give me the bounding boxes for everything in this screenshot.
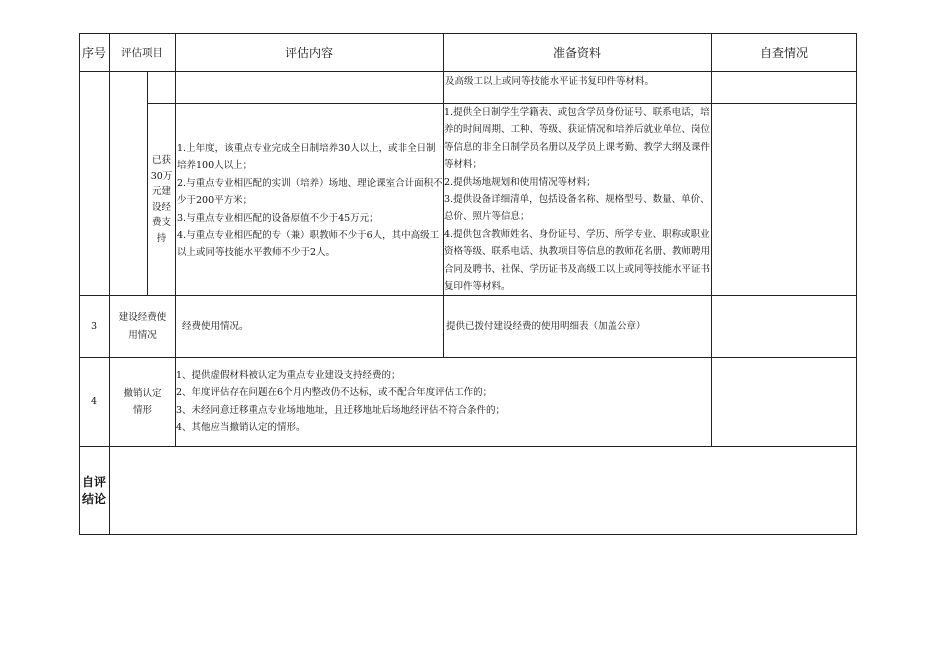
header-content: 评估内容 (284, 45, 333, 60)
funded-materials-item: 1.提供全日制学生学籍表、或包含学员身份证号、联系电话，培养的时间周期、工种、等级、获证情况和培养后就业单位、岗位等信息的非全日制学员名册以及学员上课考勤、教学大纲及课件等材料； (444, 107, 711, 171)
header-seq: 序号 (81, 45, 106, 60)
table-border-right (856, 33, 857, 535)
sub-item-funded-label: 已获30万元建设经费支持 (150, 155, 173, 244)
funded-content-item: 1.上年度，该重点专业完成全日制培养30人以上，或非全日制培养100人以上； (177, 143, 436, 172)
row3-materials: 提供已拨付建设经费的使用明细表（加盖公章） (446, 320, 646, 332)
continued-materials: 及高级工以上或同等技能水平证书复印件等材料。 (445, 76, 655, 87)
row3-seq: 3 (90, 320, 98, 332)
funded-content-item: 2.与重点专业相匹配的实训（培养）场地、理论课室合计面积不少于200平方米； (177, 177, 443, 207)
header-item: 评估项目 (121, 46, 163, 59)
row3-content: 经费使用情况。 (182, 320, 249, 332)
funded-materials-item: 4.提供包含教师姓名、身份证号、学历、所学专业、职称或职业资格等级、联系电话、执教项目等信息的教师花名册、教师聘用合同及聘书、社保、学历证书及高级工以上或同等技能水平证书复印件等材料。 (444, 228, 711, 293)
conclusion-label: 自评结论 (81, 474, 106, 506)
col-divider (711, 33, 712, 447)
header-materials: 准备资料 (552, 45, 601, 60)
row4-content-item: 1、提供虚假材料被认定为重点专业建设支持经费的； (176, 370, 401, 381)
conclusion-input[interactable] (110, 447, 856, 534)
sub-item-funded (148, 104, 175, 295)
header-divider (79, 71, 857, 72)
row3-item: 建设经费使用情况 (118, 312, 167, 341)
table-border-bottom (79, 534, 857, 535)
header-self-check: 自查情况 (759, 45, 808, 60)
funded-materials-item: 2.提供场地规划和使用情况等材料； (444, 176, 596, 188)
row4-content-item: 4、其他应当撤销认定的情形。 (176, 422, 306, 434)
row4-content (176, 367, 711, 437)
row-divider (79, 357, 857, 358)
row4-content-item: 2、年度评估存在问题在6个月内整改仍不达标，或不配合年度评估工作的； (176, 387, 493, 399)
funded-materials-item: 3.提供设备详细清单，包括设备名称、规格型号、数量、单价、总价、照片等信息； (444, 194, 710, 223)
funded-content (177, 140, 443, 262)
evaluation-table (79, 33, 857, 535)
conclusion-cell (79, 447, 109, 534)
row4-item: 撤销认定情形 (123, 387, 162, 416)
row4-seq: 4 (90, 396, 98, 408)
funded-materials (444, 104, 711, 295)
funded-content-item: 4.与重点专业相匹配的专（兼）职教师不少于6人，其中高级工以上或同等技能水平教师不少于2人。 (177, 230, 440, 259)
funded-content-item: 3.与重点专业相匹配的设备原值不少于45万元； (177, 212, 379, 224)
row4-content-item: 3、未经同意迁移重点专业场地地址，且迁移地址后场地经评估不符合条件的； (176, 404, 506, 416)
